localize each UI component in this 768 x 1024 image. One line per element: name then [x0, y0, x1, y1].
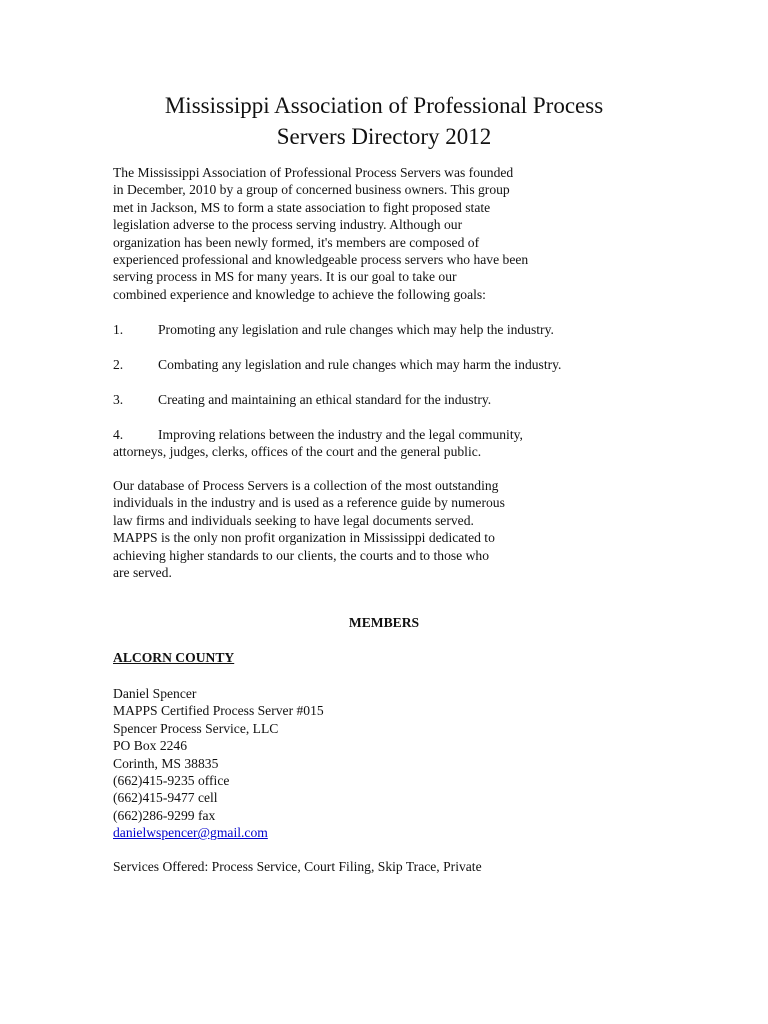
goal-text: Creating and maintaining an ethical standard for the industry.: [158, 392, 492, 407]
goal-continuation: attorneys, judges, clerks, offices of the court and the general public.: [113, 444, 482, 460]
goal-text: Promoting any legislation and rule changes which may help the industry.: [158, 322, 554, 337]
goal-number: 1.: [113, 322, 124, 337]
goal-number: 2.: [113, 357, 124, 372]
county-heading: ALCORN COUNTY: [113, 650, 235, 665]
intro-line: serving process in MS for many years. It is our goal to take our: [113, 269, 457, 285]
database-line: achieving higher standards to our clients, the courts and to those who: [113, 547, 490, 563]
goal-text: Improving relations between the industry and the legal community,: [158, 427, 523, 442]
intro-line: combined experience and knowledge to achieve the following goals:: [113, 286, 486, 302]
intro-line: experienced professional and knowledgeable process servers who have been: [113, 252, 529, 268]
database-line: law firms and individuals seeking to have legal documents served.: [113, 512, 474, 528]
goal-text: Combating any legislation and rule changes which may harm the industry.: [158, 357, 562, 372]
member-address-line-2: Corinth, MS 38835: [113, 755, 219, 771]
member-fax: (662)286-9299 fax: [113, 807, 216, 823]
intro-line: in December, 2010 by a group of concerned business owners. This group: [113, 182, 510, 198]
goal-item-3: [113, 391, 491, 408]
title-line-1: Mississippi Association of Professional Process: [164, 93, 604, 118]
intro-line: met in Jackson, MS to form a state association to fight proposed state: [113, 199, 491, 215]
member-name: Daniel Spencer: [113, 686, 197, 701]
title-line-2: Servers Directory 2012: [276, 124, 492, 149]
database-line: individuals in the industry and is used as a reference guide by numerous: [113, 495, 505, 511]
intro-line: The Mississippi Association of Professional Process Servers was founded: [113, 165, 514, 180]
goal-number: 3.: [113, 392, 124, 407]
database-line: Our database of Process Servers is a collection of the most outstanding: [113, 478, 499, 493]
goal-number: 4.: [113, 427, 124, 442]
member-address-line-1: PO Box 2246: [113, 738, 188, 754]
member-email-link[interactable]: danielwspencer@gmail.com: [113, 825, 268, 841]
member-certification: MAPPS Certified Process Server #015: [113, 703, 324, 719]
member-entry: [113, 685, 324, 842]
members-heading: MEMBERS: [348, 615, 420, 630]
intro-paragraph: [113, 164, 583, 303]
member-company: Spencer Process Service, LLC: [113, 720, 279, 736]
services-offered: Services Offered: Process Service, Court Filing, Skip Trace, Private: [113, 859, 482, 874]
member-cell-phone: (662)415-9477 cell: [113, 790, 218, 806]
member-office-phone: (662)415-9235 office: [113, 773, 230, 789]
goal-item-2: [113, 356, 561, 373]
goal-item-4: [113, 426, 523, 461]
database-paragraph: [113, 477, 583, 581]
database-line: MAPPS is the only non profit organization in Mississippi dedicated to: [113, 530, 495, 546]
page-title: [100, 90, 668, 152]
goal-item-1: [113, 321, 554, 338]
intro-line: legislation adverse to the process serving industry. Although our: [113, 217, 463, 233]
database-line: are served.: [113, 565, 172, 581]
intro-line: organization has been newly formed, it's members are composed of: [113, 234, 480, 250]
